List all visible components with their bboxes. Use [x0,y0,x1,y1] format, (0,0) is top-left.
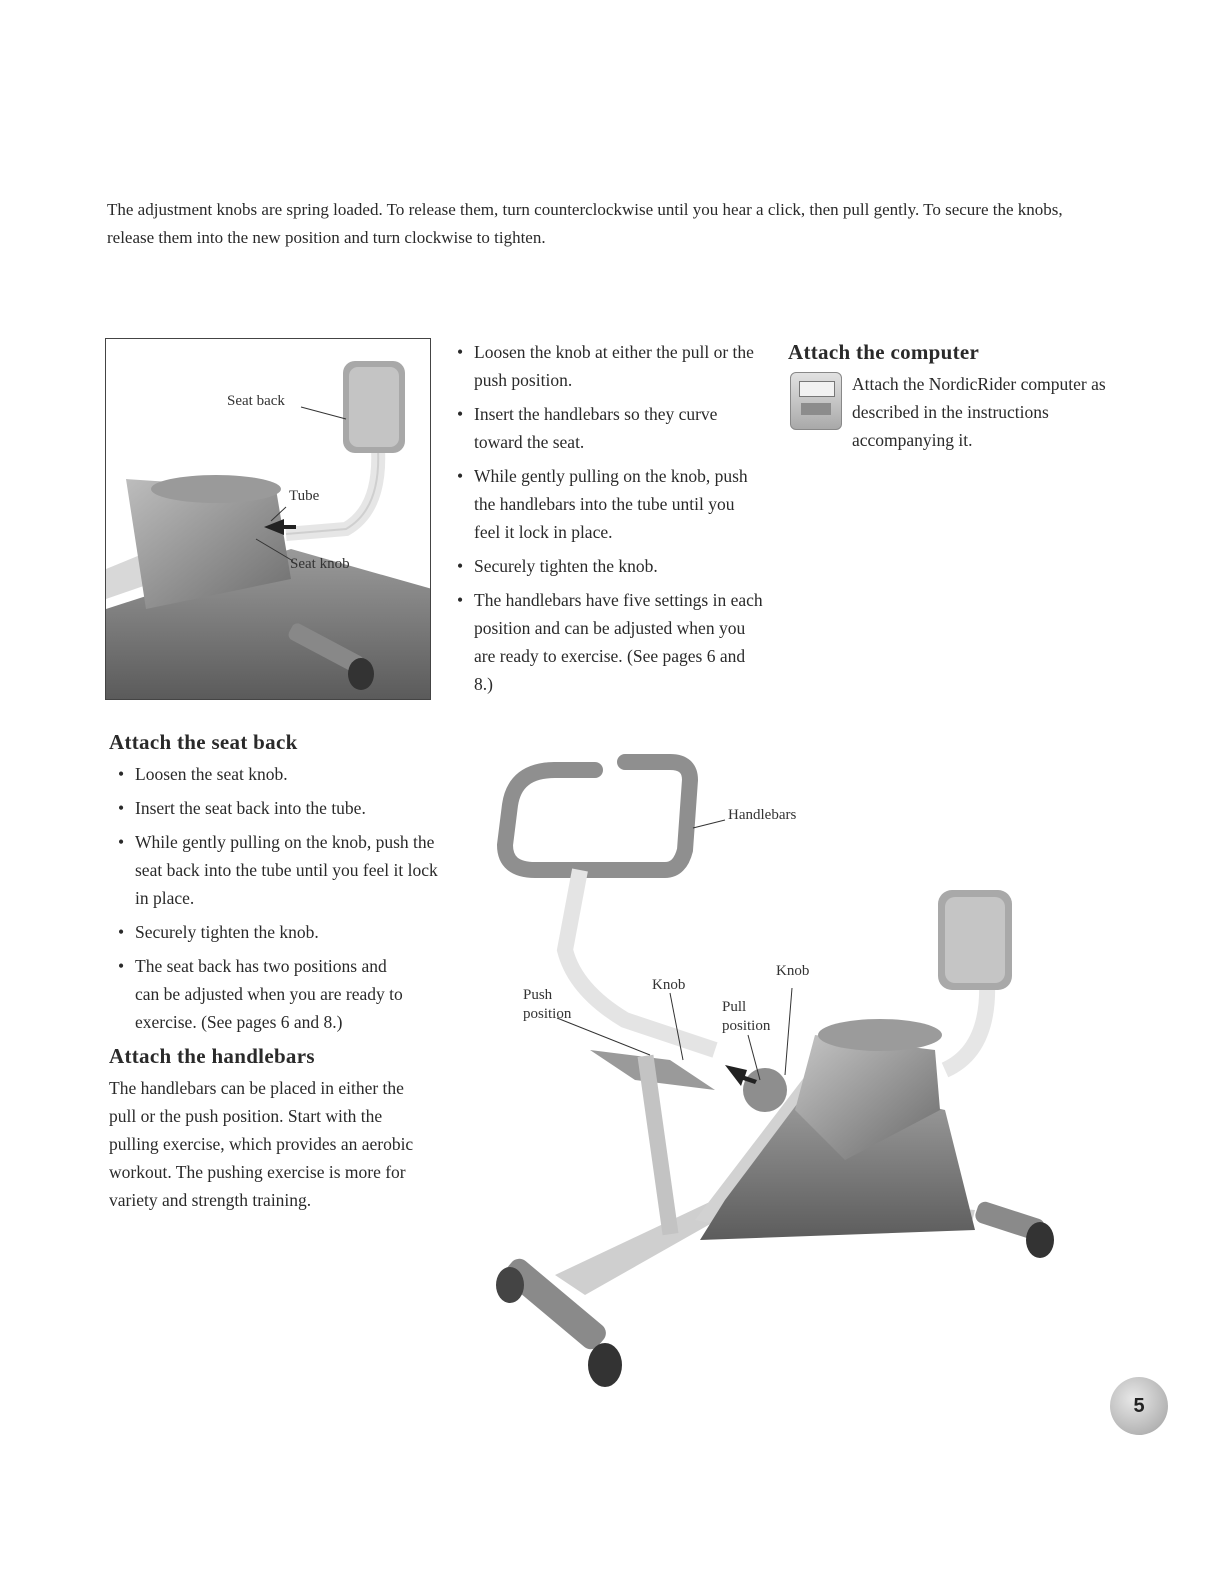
page-number-badge: 5 [1110,1377,1168,1435]
label-seat-back: Seat back [227,393,285,409]
list-item: • Insert the seat back into the tube. [116,794,439,822]
attach-computer-text: Attach the NordicRider computer as described in the instructions accompanying it. [852,374,1106,450]
seat-back-figure [105,338,431,700]
list-item: • While gently pulling on the knob, push the seat back into the tube until you feel it lock in place. [116,828,439,912]
label-knob-right: Knob [776,963,810,979]
list-item: • The seat back has two positions and can be adjusted when you are ready to exercise. (See pages 6 and 8.) [116,952,405,1036]
list-item: • Securely tighten the knob. [455,552,765,580]
list-item: • Securely tighten the knob. [116,918,439,946]
label-tube: Tube [289,488,320,504]
attach-handlebars-text: The handlebars can be placed in either the pull or the push position. Start with the pulling exercise, which provides an aerobic workout. The pushing exercise is more for variety and strength training. [109,1078,414,1210]
list-item: • Insert the handlebars so they curve toward the seat. [455,400,765,456]
label-push-position: Push position [523,987,572,1022]
list-item: • The handlebars have five settings in each position and can be adjusted when you are ready to exercise. (See pages 6 and 8.) [455,586,765,698]
machine-figure [495,750,1075,1400]
list-item: • While gently pulling on the knob, push the handlebars into the tube until you feel it lock in place. [455,462,765,546]
heading-attach-seat-back: Attach the seat back [109,730,298,754]
label-handlebars: Handlebars [728,807,797,823]
heading-attach-handlebars: Attach the handlebars [109,1044,315,1068]
heading-attach-computer: Attach the computer [788,340,980,364]
label-seat-knob: Seat knob [290,556,350,572]
attach-computer-section [788,340,1118,450]
handlebar-steps [455,338,765,704]
machine-illustration [495,750,1075,1400]
list-item: • Loosen the seat knob. [116,760,439,788]
attach-seat-back-section [109,728,439,1214]
intro-paragraph: The adjustment knobs are spring loaded. To release them, turn counterclockwise until you hear a click, then pull gently. To secure the knobs, release them into the new position and turn clockwise to tighten. [107,200,1063,247]
label-pull-position: Pull position [722,999,771,1034]
computer-console-icon [790,372,842,430]
label-knob-left: Knob [652,977,686,993]
list-item: • Loosen the knob at either the pull or the push position. [455,338,765,394]
